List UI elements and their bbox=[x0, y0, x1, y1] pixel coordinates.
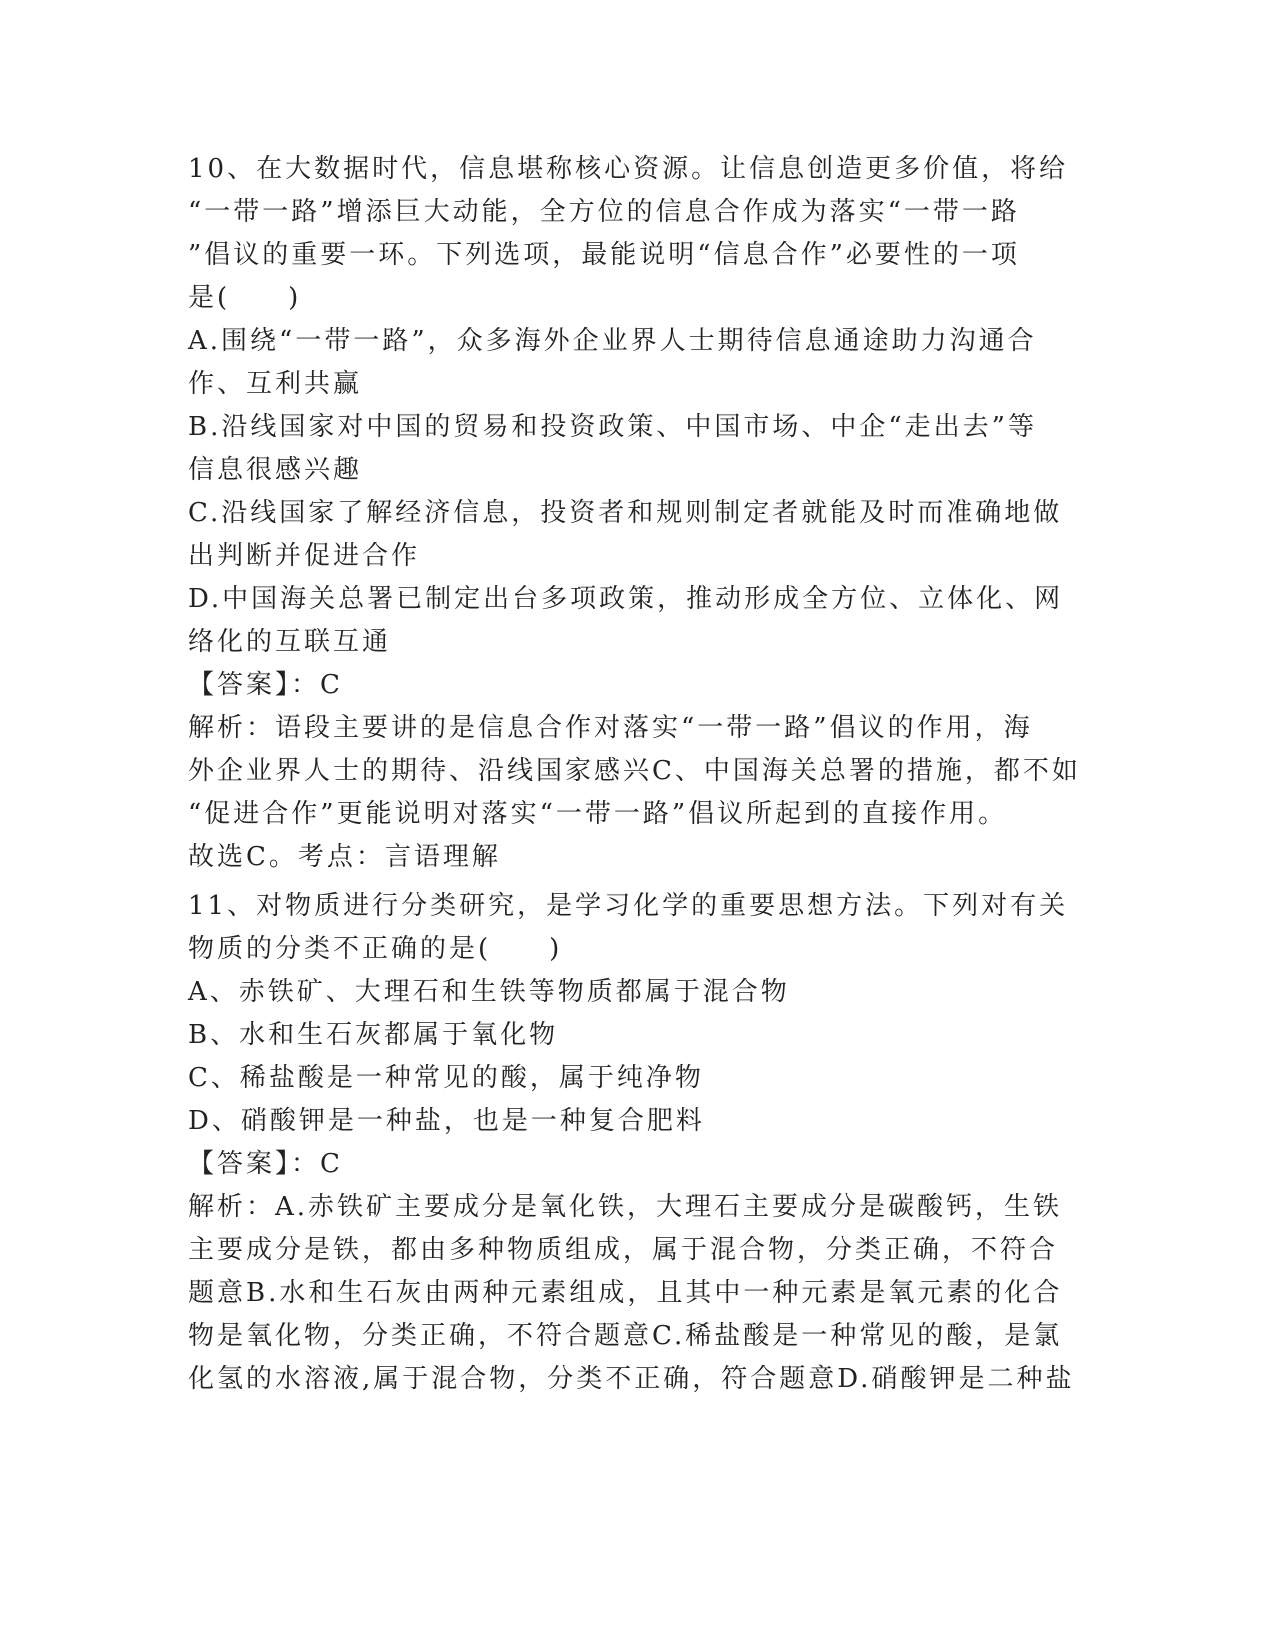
analysis-line: 化氢的水溶液,属于混合物，分类不正确，符合题意D.硝酸钾是二种盐 bbox=[188, 1364, 1075, 1394]
answer-line: 【答案】：C bbox=[188, 1149, 343, 1179]
question-options bbox=[188, 320, 1088, 664]
stem-line: ”倡议的重要一环。下列选项，最能说明“信息合作”必要性的一项 bbox=[188, 240, 1020, 270]
option-a-line: A、赤铁矿、大理石和生铁等物质都属于混合物 bbox=[188, 977, 790, 1007]
document-content bbox=[188, 148, 1088, 1401]
option-d-line: D.中国海关总署已制定出台多项政策，推动形成全方位、立体化、网 bbox=[188, 584, 1064, 614]
option-c-line: C、稀盐酸是一种常见的酸，属于纯净物 bbox=[188, 1063, 704, 1093]
option-c-line: C.沿线国家了解经济信息，投资者和规则制定者就能及时而准确地做 bbox=[188, 498, 1063, 528]
analysis-line: 物是氧化物，分类正确，不符合题意C.稀盐酸是一种常见的酸，是氯 bbox=[188, 1321, 1063, 1351]
answer-line: 【答案】：C bbox=[188, 670, 343, 700]
stem-line: 11、对物质进行分类研究，是学习化学的重要思想方法。下列对有关 bbox=[188, 891, 1069, 921]
question-stem bbox=[188, 885, 1088, 971]
stem-line: “一带一路”增添巨大动能，全方位的信息合作成为落实“一带一路 bbox=[188, 197, 1020, 227]
option-b-line: B、水和生石灰都属于氧化物 bbox=[188, 1020, 559, 1050]
stem-line: 10、在大数据时代，信息堪称核心资源。让信息创造更多价值，将给 bbox=[188, 154, 1069, 184]
analysis-line: 题意B.水和生石灰由两种元素组成，且其中一种元素是氧元素的化合 bbox=[188, 1278, 1063, 1308]
analysis-line: 外企业界人士的期待、沿线国家感兴C、中国海关总署的措施，都不如 bbox=[188, 756, 1081, 786]
option-b-line: B.沿线国家对中国的贸易和投资政策、中国市场、中企“走出去”等 bbox=[188, 412, 1037, 442]
analysis-line: 故选C。考点：言语理解 bbox=[188, 842, 501, 872]
option-d-line: 络化的互联互通 bbox=[188, 627, 392, 657]
question-10 bbox=[188, 148, 1088, 879]
analysis bbox=[188, 707, 1088, 879]
option-a-line: A.围绕“一带一路”，众多海外企业界人士期待信息通途助力沟通合 bbox=[188, 326, 1037, 356]
analysis bbox=[188, 1186, 1088, 1401]
option-d-line: D、硝酸钾是一种盐，也是一种复合肥料 bbox=[188, 1106, 705, 1136]
analysis-line: 解析：A.赤铁矿主要成分是氧化铁，大理石主要成分是碳酸钙，生铁 bbox=[188, 1192, 1063, 1222]
question-options bbox=[188, 971, 1088, 1143]
stem-line: 物质的分类不正确的是( ) bbox=[188, 934, 563, 964]
option-a-line: 作、互利共赢 bbox=[188, 369, 363, 399]
question-11 bbox=[188, 885, 1088, 1401]
analysis-line: 解析：语段主要讲的是信息合作对落实“一带一路”倡议的作用，海 bbox=[188, 713, 1033, 743]
option-c-line: 出判断并促进合作 bbox=[188, 541, 421, 571]
question-stem bbox=[188, 148, 1088, 320]
analysis-line: 主要成分是铁，都由多种物质组成，属于混合物，分类正确，不符合 bbox=[188, 1235, 1059, 1265]
stem-line: 是( ) bbox=[188, 283, 302, 313]
analysis-line: “促进合作”更能说明对落实“一带一路”倡议所起到的直接作用。 bbox=[188, 799, 1008, 829]
option-b-line: 信息很感兴趣 bbox=[188, 455, 363, 485]
